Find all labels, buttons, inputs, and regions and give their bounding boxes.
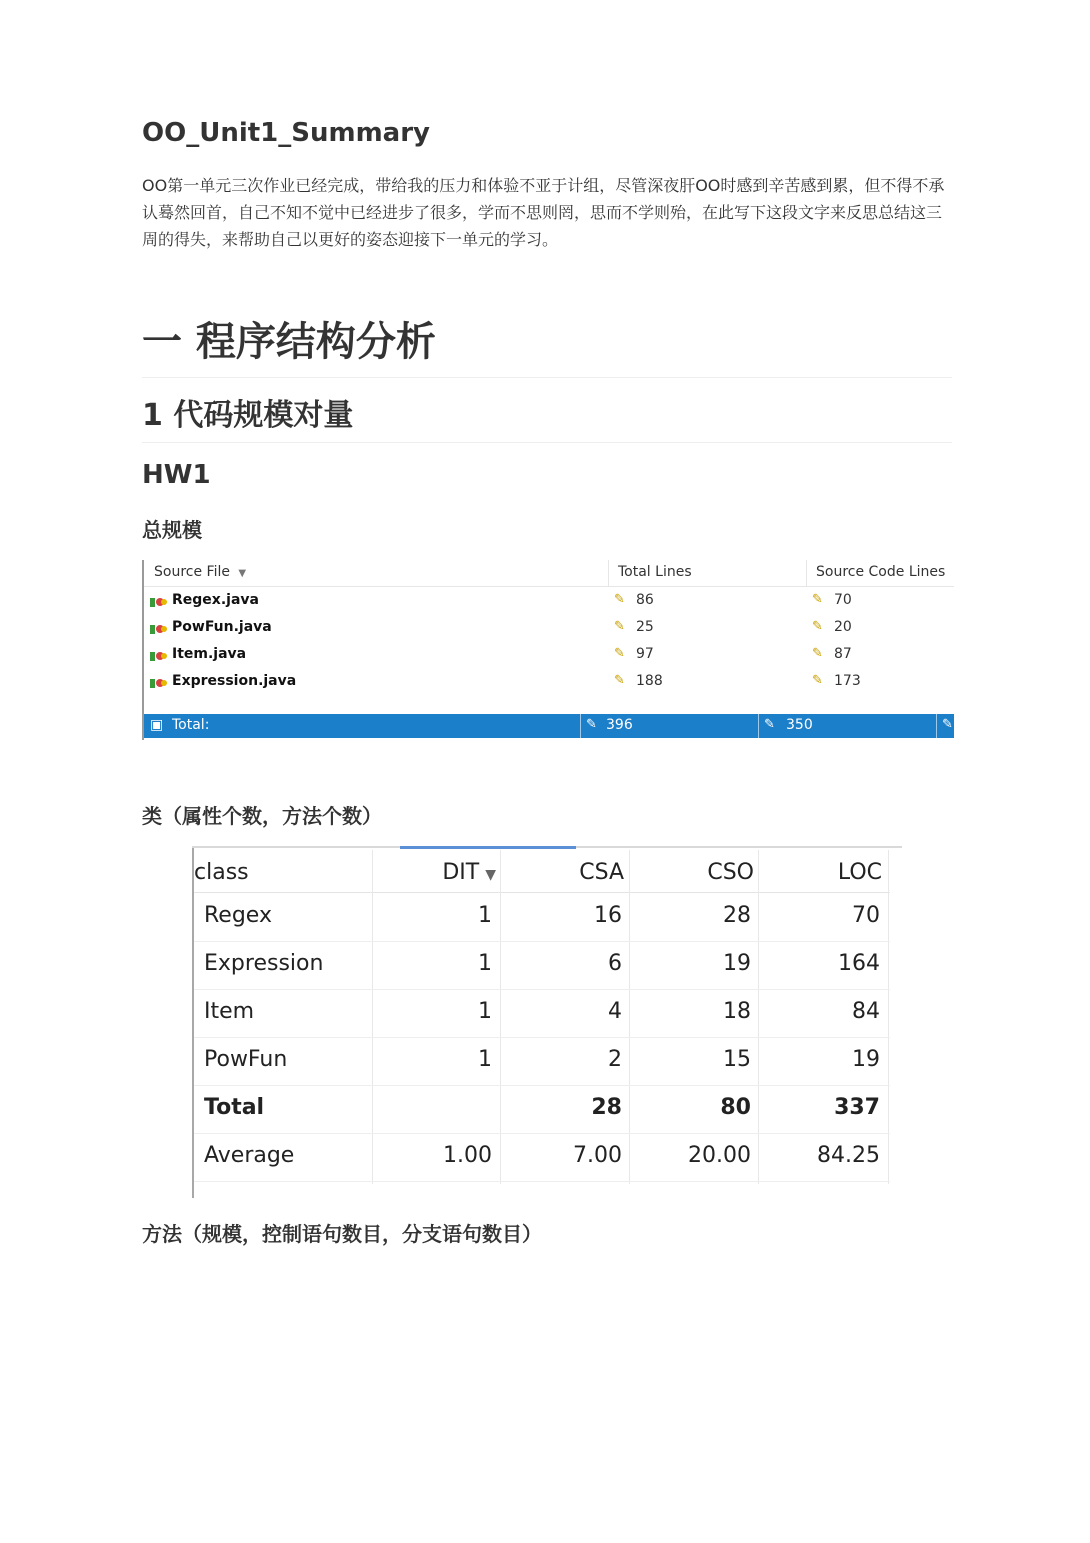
csa-total: 28 <box>591 1095 622 1120</box>
cso-value: 28 <box>723 903 751 928</box>
table-row[interactable] <box>144 669 954 696</box>
pencil-icon: ✎ <box>614 646 625 661</box>
class-name: Regex <box>204 903 272 928</box>
table-row[interactable] <box>194 941 890 990</box>
pencil-icon: ✎ <box>812 673 823 688</box>
csa-value: 2 <box>608 1047 622 1072</box>
total-label: Total: <box>172 717 210 733</box>
method-metrics-heading: 方法（规模，控制语句数目，分支语句数目） <box>142 1222 542 1246</box>
loc-total: 337 <box>834 1095 880 1120</box>
class-name: Expression <box>204 951 324 976</box>
table-row[interactable] <box>144 615 954 642</box>
loc-value: 19 <box>852 1047 880 1072</box>
dit-value: 1 <box>478 999 492 1024</box>
java-file-icon <box>150 650 168 662</box>
source-table-header <box>144 560 954 587</box>
column-divider <box>758 714 759 738</box>
file-name: Expression.java <box>172 673 297 689</box>
loc-average: 84.25 <box>817 1143 880 1168</box>
source-file-table <box>142 560 954 740</box>
header-source-file[interactable] <box>154 564 246 580</box>
sort-down-icon: ▼ <box>485 867 496 883</box>
pencil-icon: ✎ <box>586 717 597 732</box>
column-divider <box>608 560 609 586</box>
java-file-icon <box>150 677 168 689</box>
header-loc[interactable]: LOC <box>837 860 882 885</box>
column-divider <box>806 560 807 586</box>
cso-total: 80 <box>720 1095 751 1120</box>
pencil-icon: ✎ <box>614 673 625 688</box>
dit-average: 1.00 <box>443 1143 492 1168</box>
header-source-code-lines[interactable]: Source Code Lines <box>816 564 946 580</box>
total-row[interactable] <box>194 1085 890 1134</box>
source-lines-value: 20 <box>834 619 852 635</box>
subsection-heading: 1 代码规模对量 <box>142 390 952 443</box>
java-file-icon <box>150 596 168 608</box>
hw1-heading: HW1 <box>142 460 211 490</box>
total-lines-value: 188 <box>636 673 663 689</box>
table-row[interactable] <box>194 989 890 1038</box>
dit-value: 1 <box>478 951 492 976</box>
total-lines-value: 86 <box>636 592 654 608</box>
class-name: Item <box>204 999 255 1024</box>
cso-value: 19 <box>723 951 751 976</box>
source-lines-value: 173 <box>834 673 861 689</box>
class-metrics-table <box>192 846 902 1198</box>
total-row[interactable] <box>144 714 954 738</box>
pencil-icon: ✎ <box>614 592 625 607</box>
csa-average: 7.00 <box>573 1143 622 1168</box>
csa-value: 6 <box>608 951 622 976</box>
total-lines-value: 97 <box>636 646 654 662</box>
table-row[interactable] <box>144 588 954 615</box>
total-lines-value: 25 <box>636 619 654 635</box>
csa-value: 4 <box>608 999 622 1024</box>
active-tab-indicator <box>400 846 576 849</box>
header-source-file-label: Source File <box>154 564 230 580</box>
pencil-icon: ✎ <box>812 592 823 607</box>
total-lines-sum: 396 <box>606 717 633 733</box>
header-dit-label: DIT <box>442 860 480 885</box>
header-cso[interactable]: CSO <box>707 860 754 885</box>
total-scale-heading: 总规模 <box>142 518 202 542</box>
header-dit[interactable] <box>384 860 496 885</box>
source-lines-sum: 350 <box>786 717 813 733</box>
loc-value: 164 <box>838 951 880 976</box>
csa-value: 16 <box>594 903 622 928</box>
doc-title: OO_Unit1_Summary <box>142 118 430 148</box>
java-file-icon <box>150 623 168 635</box>
header-class[interactable]: class <box>194 860 249 885</box>
pencil-icon: ✎ <box>812 646 823 661</box>
loc-value: 70 <box>852 903 880 928</box>
header-total-lines[interactable]: Total Lines <box>618 564 692 580</box>
intro-paragraph: OO第一单元三次作业已经完成，带给我的压力和体验不亚于计组，尽管深夜肝OO时感到辛苦感到累，但不得不承认蓦然回首，自己不知不觉中已经进步了很多，学而不思则罔，思而不学则殆，在此写下这段文字来反思总结这三周的得失，来帮助自己以更好的姿态迎接下一单元的学习。 <box>142 176 945 249</box>
table-row[interactable] <box>194 893 890 942</box>
source-lines-value: 70 <box>834 592 852 608</box>
average-label: Average <box>204 1143 295 1168</box>
source-lines-value: 87 <box>834 646 852 662</box>
header-csa[interactable]: CSA <box>579 860 624 885</box>
section-heading: 一 程序结构分析 <box>142 310 952 378</box>
total-icon: ▣ <box>150 717 164 733</box>
cso-average: 20.00 <box>688 1143 751 1168</box>
file-name: Item.java <box>172 646 247 662</box>
average-row[interactable] <box>194 1133 890 1182</box>
table-row[interactable] <box>194 1037 890 1086</box>
pencil-icon: ✎ <box>614 619 625 634</box>
loc-value: 84 <box>852 999 880 1024</box>
sort-down-icon: ▼ <box>238 568 247 579</box>
column-divider <box>936 714 937 738</box>
dit-value: 1 <box>478 1047 492 1072</box>
pencil-icon: ✎ <box>942 717 953 732</box>
column-divider <box>580 714 581 738</box>
cso-value: 15 <box>723 1047 751 1072</box>
file-name: Regex.java <box>172 592 259 608</box>
pencil-icon: ✎ <box>764 717 775 732</box>
pencil-icon: ✎ <box>812 619 823 634</box>
class-name: PowFun <box>204 1047 288 1072</box>
class-table-header <box>194 850 890 893</box>
dit-value: 1 <box>478 903 492 928</box>
cso-value: 18 <box>723 999 751 1024</box>
file-name: PowFun.java <box>172 619 272 635</box>
total-label: Total <box>204 1095 265 1120</box>
class-metrics-heading: 类（属性个数，方法个数） <box>142 804 382 828</box>
table-row[interactable] <box>144 642 954 669</box>
